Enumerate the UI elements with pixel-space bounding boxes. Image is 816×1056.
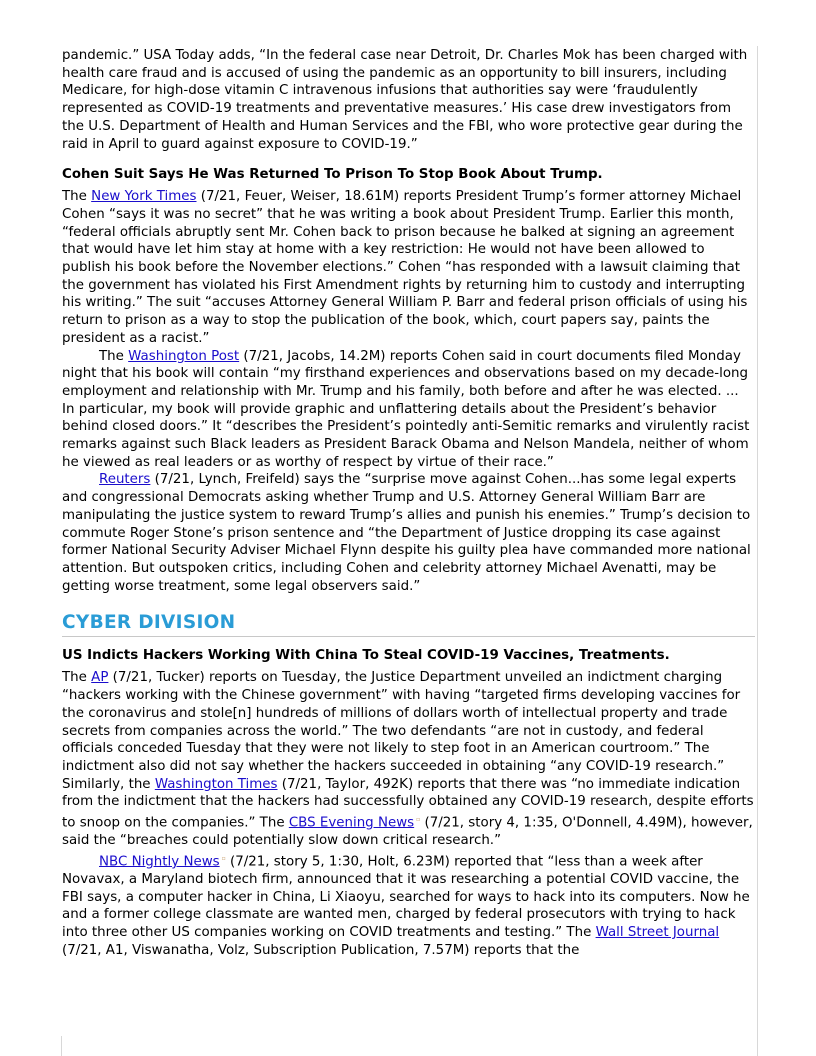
article-paragraph	[62, 471, 755, 595]
paragraph-text: (7/21, A1, Viswanatha, Volz, Subscription Publication, 7.57M) reports that the	[62, 942, 580, 958]
source-link-reuters[interactable]: Reuters	[99, 472, 151, 488]
paragraph-text: (7/21, Taylor, 492K) reports that there was “no immediate indication from the indictment that the hackers had successfully obtained any COVID-19 research, despite efforts to snoop on the companies.” The	[62, 776, 754, 831]
paragraph-text: (7/21, story 5, 1:30, Holt, 6.23M) reported that “less than a week after Novavax, a Maryland biotech firm, announced that it was researching a potential COVID vaccine, the FBI says, a computer hacker in China, Li Xiaoyu, searched for ways to hack into its computers. Now he and a former college classmate are wanted men, charged by federal prosecutors with trying to hack into three other US companies working on COVID treatments and testing.” The	[62, 854, 750, 941]
paragraph-text: (7/21, Jacobs, 14.2M) reports Cohen said in court documents filed Monday night that his book will contain “my firsthand experiences and observations based on my decade-long employment and relationship with Mr. Trump and his family, both before and after he was elected. ... In particular, my book will provide graphic and unflattering details about the President’s behavior behind closed doors.” It “describes the President’s pointedly anti-Semitic remarks and virulently racist remarks against such Black leaders as President Barack Obama and Nelson Mandela, neither of whom he viewed as real leaders or as worthy of respect by virtue of their race.”	[62, 348, 750, 470]
video-clip-icon: ▫	[221, 854, 226, 862]
continuation-paragraph: pandemic.” USA Today adds, “In the federal case near Detroit, Dr. Charles Mok has been charged with health care fraud and is accused of using the pandemic as an opportunity to bill insurers, including Medicare, for high-dose vitamin C intravenous infusions that authorities say were ‘fraudulently represented as COVID-19 treatments and preventative measures.’ His case drew investigators from the U.S. Department of Health and Human Services and the FBI, who wore protective gear during the raid in April to guard against exposure to COVID-19.”	[62, 48, 748, 152]
source-link-ap[interactable]: AP	[91, 670, 109, 686]
section-heading: CYBER DIVISION	[62, 612, 755, 637]
source-link-nbc-nightly-news[interactable]: NBC Nightly News	[99, 854, 220, 870]
paragraph-text: (7/21, story 4, 1:35, O'Donnell, 4.49M), however, said the “breaches could potentially slow down critical research.”	[62, 815, 753, 849]
intro-text: The	[62, 670, 92, 686]
article-headline: US Indicts Hackers Working With China To Steal COVID-19 Vaccines, Treatments.	[62, 648, 670, 664]
article-paragraph	[62, 188, 755, 347]
article-paragraph	[62, 348, 755, 472]
source-link-washington-post[interactable]: Washington Post	[128, 348, 240, 364]
intro-text: The	[62, 189, 92, 205]
paragraph-text: (7/21, Feuer, Weiser, 18.61M) reports President Trump’s former attorney Michael Cohen “says it was no secret” that he was writing a book about President Trump. Earlier this month, “federal officials abruptly sent Mr. Cohen back to prison because he balked at signing an agreement that would have let him stay at home with a key restriction: He would not have been allowed to publish his book before the November elections.” Cohen “has responded with a lawsuit claiming that the government has violated his First Amendment rights by returning him to custody and interrupting his writing.” The suit “accuses Attorney General William P. Barr and federal prison officials of using his return to prison as a way to stop the publication of the book, which, court papers say, paints the president as a racist.”	[62, 189, 748, 346]
video-clip-icon: ▫	[416, 816, 421, 824]
paragraph-text: (7/21, Tucker) reports on Tuesday, the Justice Department unveiled an indictment charging “hackers working with the Chinese government” with having “targeted firms developing vaccines for the coronavirus and stole[n] hundreds of millions of dollars worth of intellectual property and trade secrets from companies across the world.” The two defendants “are not in custody, and federal officials conceded Tuesday that they were not likely to step foot in an American courtroom.” The indictment also did not say whether the hackers succeeded in obtaining “any COVID-19 research.” Similarly, the	[62, 670, 741, 792]
source-link-new-york-times[interactable]: New York Times	[91, 189, 197, 205]
source-link-wall-street-journal[interactable]: Wall Street Journal	[595, 925, 720, 941]
source-link-washington-times[interactable]: Washington Times	[154, 776, 278, 792]
document-page	[62, 47, 755, 1047]
right-margin-rule	[757, 46, 758, 1056]
paragraph-text: (7/21, Lynch, Freifeld) says the “surprise move against Cohen...has some legal experts and congressional Democrats asking whether Trump and U.S. Attorney General William Barr are manipulating the justice system to reward Trump’s allies and punish his enemies.” Trump’s decision to commute Roger Stone’s prison sentence and “the Department of Justice dropping its case against former National Security Adviser Michael Flynn despite his guilty plea have commanded more national attention. But outspoken critics, including Cohen and celebrity attorney Michael Avenatti, may be getting worse treatment, some legal observers said.”	[62, 472, 751, 594]
article-headline: Cohen Suit Says He Was Returned To Prison To Stop Book About Trump.	[62, 167, 603, 183]
intro-text: The	[99, 348, 129, 364]
article-paragraph	[62, 669, 755, 850]
article-paragraph	[62, 850, 755, 960]
source-link-cbs-evening-news[interactable]: CBS Evening News	[288, 815, 415, 831]
